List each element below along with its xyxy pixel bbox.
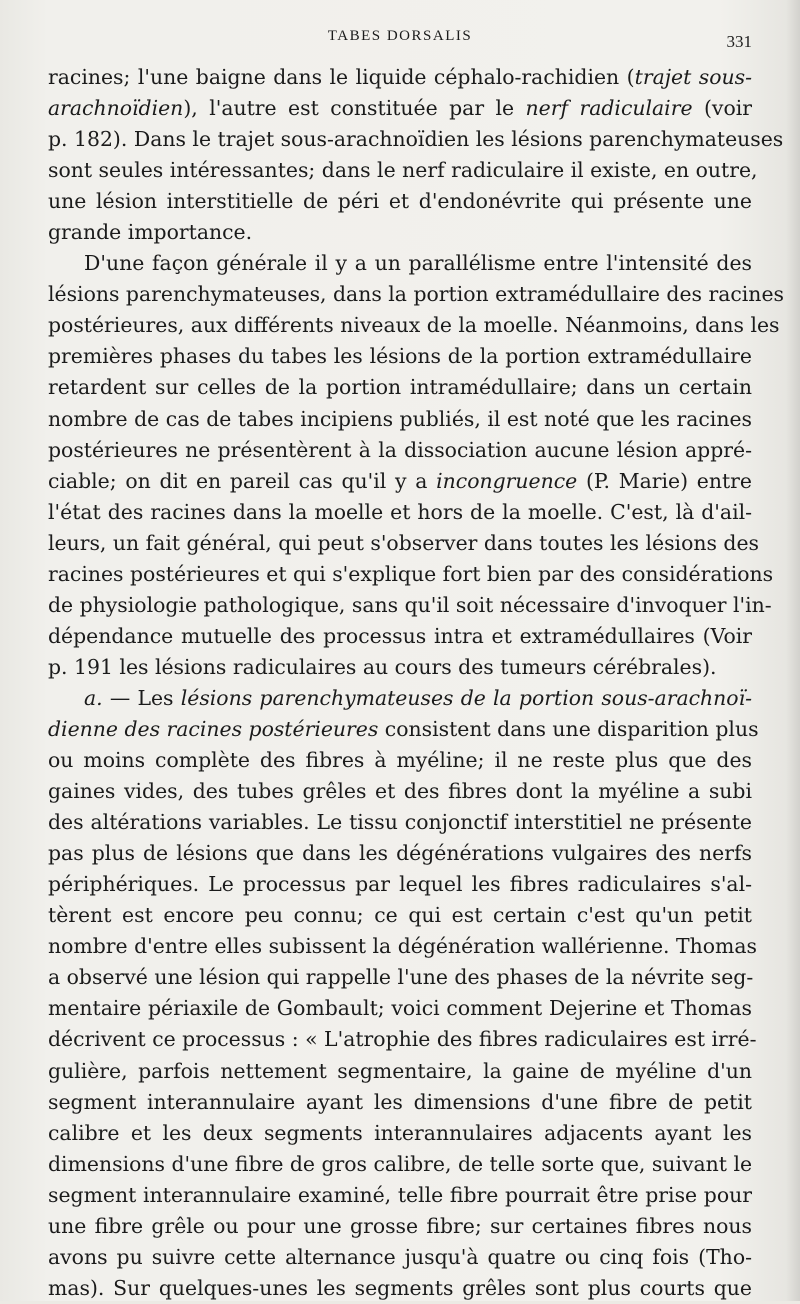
page-gutter-shadow (786, 0, 800, 1301)
text-line (48, 838, 752, 869)
text-segment: racines postérieures et qui s'explique fort bien par des considérations (48, 561, 774, 586)
text-segment: nombre de cas de tabes incipiens publiés, il est noté que les racines (48, 406, 752, 431)
text-segment: postérieures, aux différents niveaux de la moelle. Néanmoins, dans les (48, 313, 780, 338)
text-line (48, 993, 752, 1024)
text-line (48, 93, 752, 124)
italic-text-segment: incongruence (436, 468, 578, 493)
text-segment: a observé une lésion qui rappelle l'une des phases de la névrite seg- (48, 965, 754, 990)
text-segment: ciable; on dit en pareil cas qu'il y a (48, 468, 437, 493)
text-segment: premières phases du tabes les lésions de la portion extramédullaire (48, 344, 752, 369)
text-segment: gulière, parfois nettement segmentaire, la gaine de myéline d'un (48, 1058, 752, 1083)
text-line (48, 124, 784, 155)
text-segment: une fibre grêle ou pour une grosse fibre; sur certaines fibres nous (48, 1213, 752, 1238)
text-line (48, 341, 752, 372)
text-line (48, 1180, 752, 1211)
text-line (48, 497, 752, 528)
text-line (48, 155, 758, 186)
text-line (48, 435, 752, 466)
text-segment: mentaire périaxile de Gombault; voici comment Dejerine et Thomas (48, 996, 752, 1021)
text-line (48, 1118, 752, 1149)
text-segment: segment interannulaire ayant les dimensions d'une fibre de petit (48, 1089, 752, 1114)
italic-text-segment: nerf radiculaire (525, 96, 693, 121)
text-segment: lésions parenchymateuses, dans la portion extramédullaire des racines (48, 282, 784, 307)
text-segment: retardent sur celles de la portion intramédullaire; dans un certain (48, 375, 752, 400)
text-segment: segment interannulaire examiné, telle fibre pourrait être prise pour (48, 1182, 752, 1207)
text-line (48, 310, 780, 341)
text-line (48, 621, 752, 652)
italic-text-segment: lésions parenchymateuses de la portion sous-arachnoï- (180, 685, 752, 710)
text-line (48, 1087, 752, 1118)
text-line (48, 186, 752, 217)
text-segment: gaines vides, des tubes grêles et des fibres dont la myéline a subi (48, 779, 752, 804)
text-line (48, 962, 752, 993)
text-segment: mas). Sur quelques-unes les segments grêles sont plus courts que (48, 1275, 752, 1300)
body-text (48, 62, 784, 1304)
text-segment: racines; l'une baigne dans le liquide céphalo-rachidien ( (48, 65, 635, 89)
text-segment: calibre et les deux segments interannulaires adjacents ayant les (48, 1120, 752, 1145)
text-segment: pas plus de lésions que dans les dégénérations vulgaires des nerfs (48, 841, 752, 866)
text-line (48, 1056, 752, 1087)
text-line (48, 652, 752, 683)
text-line (48, 1273, 752, 1304)
text-segment: l'état des racines dans la moelle et hors de la moelle. C'est, là d'ail- (48, 499, 752, 524)
text-line (48, 900, 752, 931)
text-line (48, 372, 752, 403)
text-line (48, 714, 759, 745)
text-segment: nombre d'entre elles subissent la dégénération wallérienne. Thomas (48, 934, 757, 959)
text-segment: avons pu suivre cette alternance jusqu'à quatre ou cinq fois (Tho- (48, 1244, 752, 1269)
text-segment: une lésion interstitielle de péri et d'endonévrite qui présente une (48, 189, 752, 214)
page-number: 331 (726, 32, 752, 51)
text-segment: D'une façon générale il y a un parallélisme entre l'intensité des (84, 251, 752, 276)
text-segment: postérieures ne présentèrent à la dissociation aucune lésion appré- (48, 437, 752, 462)
text-line (48, 869, 752, 900)
italic-text-segment: dienne des racines postérieures (48, 716, 379, 741)
text-line (48, 528, 760, 559)
text-line (48, 217, 752, 248)
text-segment: sont seules intéressantes; dans le nerf radiculaire il existe, en outre, (48, 158, 758, 183)
text-segment: (P. Marie) entre (577, 468, 752, 493)
text-segment: (voir (692, 96, 752, 121)
text-line (48, 279, 784, 310)
text-segment: leurs, un fait général, qui peut s'observer dans toutes les lésions des (48, 530, 760, 555)
text-line (48, 248, 752, 279)
italic-text-segment: arachnoïdien (48, 96, 184, 121)
text-line (48, 1211, 752, 1242)
text-line (48, 931, 757, 962)
text-segment: p. 191 les lésions radiculaires au cours des tumeurs cérébrales). (48, 654, 717, 679)
text-segment: des altérations variables. Le tissu conjonctif interstitiel ne présente (48, 810, 752, 835)
text-segment: grande importance. (48, 220, 253, 245)
running-head: TABES DORSALIS (327, 28, 473, 44)
text-segment: de physiologie pathologique, sans qu'il soit nécessaire d'invoquer l'in- (48, 592, 772, 617)
text-line (48, 404, 752, 435)
text-segment: tèrent est encore peu connu; ce qui est certain c'est qu'un petit (48, 903, 752, 928)
text-segment: ), l'autre est constituée par le (183, 96, 526, 121)
text-segment: décrivent ce processus : « L'atrophie des fibres radiculaires est irré- (48, 1027, 757, 1052)
text-line (48, 745, 752, 776)
italic-text-segment: trajet sous- (634, 65, 753, 89)
italic-text-segment: a. (84, 685, 103, 710)
text-line (48, 62, 752, 93)
text-line (48, 776, 752, 807)
text-segment: périphériques. Le processus par lequel les fibres radiculaires s'al- (48, 872, 752, 897)
text-segment: dépendance mutuelle des processus intra et extramédullaires (Voir (48, 623, 752, 648)
text-segment: ou moins complète des fibres à myéline; il ne reste plus que des (48, 748, 752, 773)
text-line (48, 590, 772, 621)
text-segment: p. 182). Dans le trajet sous-arachnoïdien les lésions parenchymateuses (48, 127, 784, 152)
text-line (48, 1024, 757, 1055)
text-segment: — Les (102, 685, 181, 710)
text-line (48, 559, 774, 590)
page-header (48, 24, 752, 54)
text-line (48, 1149, 752, 1180)
text-line (48, 466, 752, 497)
text-line (48, 1242, 752, 1273)
text-segment: consistent dans une disparition plus (378, 716, 759, 741)
text-line (48, 683, 752, 714)
text-segment: dimensions d'une fibre de gros calibre, de telle sorte que, suivant le (48, 1151, 753, 1176)
text-line (48, 807, 752, 838)
